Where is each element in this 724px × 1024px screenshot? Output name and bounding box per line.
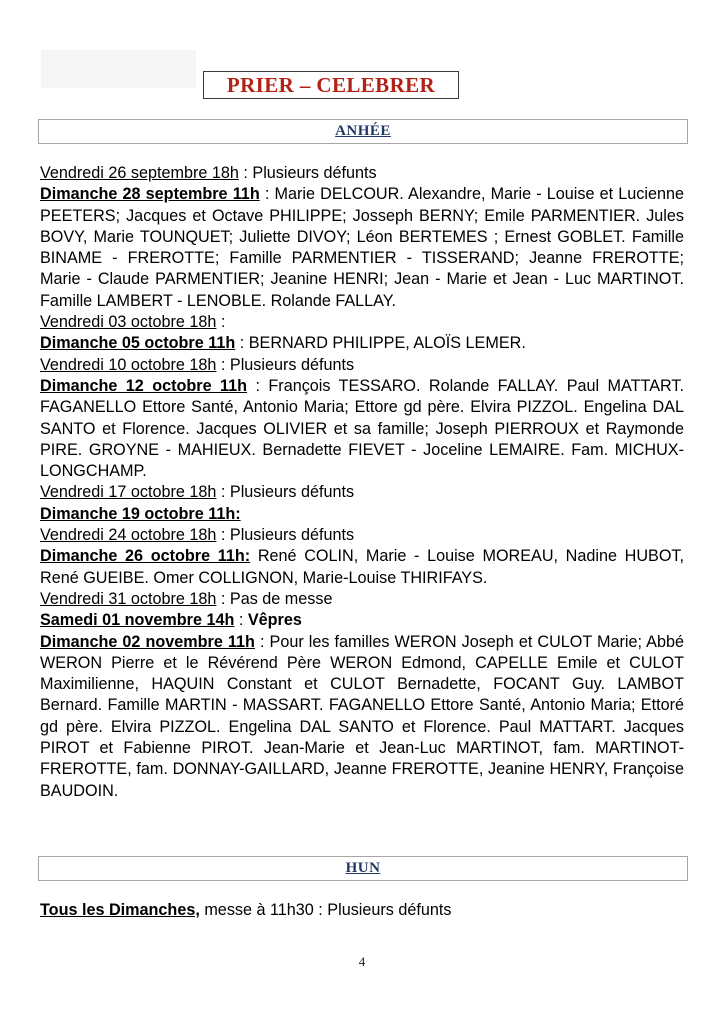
mass-entry: [40, 632, 684, 802]
section-heading-label: HUN: [345, 860, 381, 876]
mass-entry: [40, 589, 684, 610]
mass-entry-separator: :: [238, 164, 253, 182]
mass-entry-date: Vendredi 24 octobre 18h: [40, 526, 217, 545]
mass-entry-separator: :: [216, 313, 226, 332]
mass-entry-separator: :: [247, 376, 269, 395]
page-title: PRIER – CELEBRER: [226, 72, 436, 97]
mass-entry-date: Dimanche 19 octobre 11h:: [40, 504, 241, 523]
mass-entry-date: Dimanche 02 novembre 11h: [40, 632, 255, 651]
mass-entry-date: Vendredi 26 septembre 18h: [40, 164, 239, 182]
mass-entry-separator: :: [216, 526, 230, 545]
mass-entry: [40, 184, 684, 312]
mass-entry-content: Plusieurs défunts: [229, 526, 355, 545]
mass-entry: [40, 376, 684, 482]
section-heading-label: ANHÉE: [335, 123, 391, 139]
mass-entry-content: Pas de messe: [229, 589, 333, 608]
mass-entry: [40, 333, 684, 354]
mass-entry-separator: :: [234, 611, 248, 630]
mass-entry: [40, 355, 684, 376]
mass-entry-content: Plusieurs défunts: [229, 355, 355, 374]
mass-entry-date: Dimanche 12 octobre 11h: [40, 376, 248, 395]
mass-entry-date: Vendredi 31 octobre 18h: [40, 589, 217, 608]
mass-entry-separator: :: [216, 589, 230, 608]
mass-entry: [40, 900, 684, 921]
section-header-anhee: [38, 119, 688, 144]
section-body-hun: [40, 900, 684, 921]
mass-entry-date: Tous les Dimanches,: [40, 901, 200, 919]
mass-entry-date: Vendredi 03 octobre 18h: [40, 313, 217, 332]
mass-entry-content: Vêpres: [247, 611, 302, 630]
document-title-box: [203, 71, 459, 99]
mass-entry-content: Plusieurs défunts: [252, 164, 377, 182]
mass-entry-separator: [250, 547, 258, 565]
mass-entry-content: messe à 11h30 : Plusieurs défunts: [204, 901, 452, 919]
mass-entry-content: BERNARD PHILIPPE, ALOÏS LEMER.: [248, 334, 526, 353]
mass-entry-date: Dimanche 26 octobre 11h:: [40, 547, 251, 566]
mass-entry-content: Marie DELCOUR. Alexandre, Marie - Louise et Lucienne PEETERS; Jacques et Octave PHILIPPE; Josseph BERNY; Emile PARMENTIER. Jules BOVY, Marie TOUNQUET; Juliette DIVOY; Léon BERTEMES ; Ernest GOBLET. Famille BINAME - FREROTTE; Famille PARMENTIER - TISSERAND; Jeanne FREROTTE; Marie - Claude PARMENTIER; Jeanine HENRI; Jean - Marie et Jean - Luc MARTINOT. Famille LAMBERT - LENOBLE. Rolande FALLAY.: [40, 185, 684, 310]
mass-entry: [40, 312, 684, 333]
mass-entry: [40, 163, 684, 184]
mass-entry-separator: :: [254, 632, 270, 651]
logo-placeholder-image: [41, 50, 196, 88]
mass-entry: [40, 525, 684, 546]
mass-entry-date: Dimanche 28 septembre 11h: [40, 185, 260, 204]
mass-entry-content: Plusieurs défunts: [229, 483, 355, 502]
mass-entry-date: Vendredi 17 octobre 18h: [40, 483, 217, 502]
mass-entry: [40, 610, 684, 631]
mass-entry-content: Pour les familles WERON Joseph et CULOT Marie; Abbé WERON Pierre et le Révérend Père WERON Edmond, CAPELLE Emile et CULOT Maximilienne, HAQUIN Constant et CULOT Bernadette, FOCANT Guy. LAMBOT Bernard. Famille MARTIN - MASSART. FAGANELLO Ettore Santé, Antonio Maria; Ettoré gd père. Elvira PIZZOL. Engelina DAL SANTO et Florence. Paul MATTART. Jacques PIROT et Fabienne PIROT. Jean-Marie et Jean-Luc MARTINOT, fam. MARTINOT-FREROTTE, fam. DONNAY-GAILLARD, Jeanne FREROTTE, Jeanine HENRY, Françoise BAUDOIN.: [40, 632, 684, 800]
mass-entry-separator: :: [235, 334, 249, 353]
mass-entry-content: François TESSARO. Rolande FALLAY. Paul MATTART. FAGANELLO Ettore Santé, Antonio Maria; Ettore gd père. Elvira PIZZOL. Engelina DAL SANTO et Florence. Jacques OLIVIER et sa famille; Joseph PIERROUX et Raymonde PIRE. GROYNE - MAHIEUX. Bernadette FIEVET - Joceline LEMAIRE. Fam. MICHUX-LONGCHAMP.: [40, 376, 684, 481]
section-body-anhee: [40, 163, 684, 802]
mass-entry: [40, 546, 684, 589]
mass-entry: [40, 482, 684, 503]
mass-entry-date: Samedi 01 novembre 14h: [40, 611, 235, 630]
mass-entry-date: Vendredi 10 octobre 18h: [40, 355, 217, 374]
section-header-hun: [38, 856, 688, 881]
mass-entry: [40, 504, 684, 525]
page-number: 4: [358, 954, 366, 969]
mass-entry-separator: :: [216, 355, 230, 374]
mass-entry-separator: :: [216, 483, 230, 502]
mass-entry-date: Dimanche 05 octobre 11h: [40, 334, 236, 353]
mass-entry-content: René COLIN, Marie - Louise MOREAU, Nadine HUBOT, René GUEIBE. Omer COLLIGNON, Marie-Louise THIRIFAYS.: [40, 547, 685, 587]
mass-entry-separator: :: [259, 185, 275, 204]
